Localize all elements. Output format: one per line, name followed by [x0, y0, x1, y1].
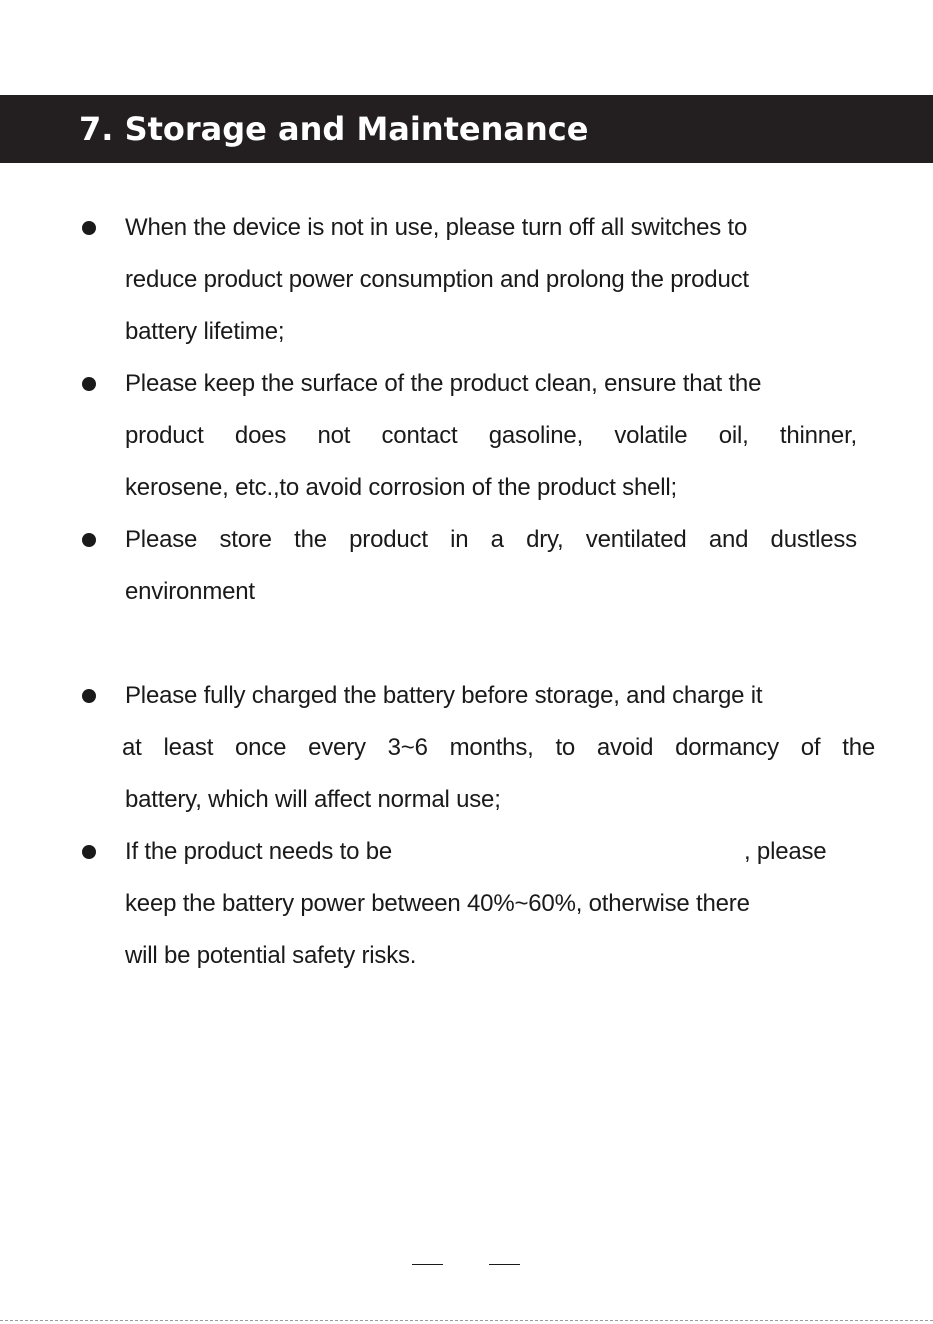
list-item-text [125, 826, 885, 982]
list-item-text [125, 358, 857, 514]
text-line: battery lifetime; [125, 318, 285, 345]
bullet-icon [82, 377, 96, 391]
text-line: battery, which will affect normal use; [125, 786, 501, 813]
bullet-icon [82, 845, 96, 859]
page-number-mark-right [489, 1264, 520, 1265]
text-line-end: , please [744, 838, 827, 865]
list-item-text [122, 670, 875, 826]
text-line: When the device is not in use, please turn off all switches to [125, 214, 748, 241]
text-line: will be potential safety risks. [125, 942, 417, 969]
text-line [125, 826, 885, 878]
text-line: product does not contact gasoline, volatile oil, thinner, [125, 422, 857, 449]
text-line-start: If the product needs to be [125, 838, 392, 865]
text-line: at least once every 3~6 months, to avoid dormancy of the [122, 734, 875, 761]
text-line: Please store the product in a dry, ventilated and dustless [125, 526, 857, 553]
text-line: Please keep the surface of the product clean, ensure that the [125, 370, 762, 397]
list-item-text [125, 514, 857, 618]
bullet-icon [82, 689, 96, 703]
text-line: environment [125, 578, 255, 605]
text-line: kerosene, etc.,to avoid corrosion of the product shell; [125, 474, 677, 501]
page-number-mark-left [412, 1264, 443, 1265]
list-item-text [125, 202, 857, 358]
text-line: keep the battery power between 40%~60%, otherwise there [125, 890, 750, 917]
text-line: Please fully charged the battery before storage, and charge it [125, 682, 763, 709]
section-title: 7. Storage and Maintenance [79, 110, 589, 148]
bullet-icon [82, 221, 96, 235]
text-line: reduce product power consumption and prolong the product [125, 266, 749, 293]
page-bottom-divider [0, 1320, 933, 1321]
bullet-icon [82, 533, 96, 547]
section-header [0, 95, 933, 163]
